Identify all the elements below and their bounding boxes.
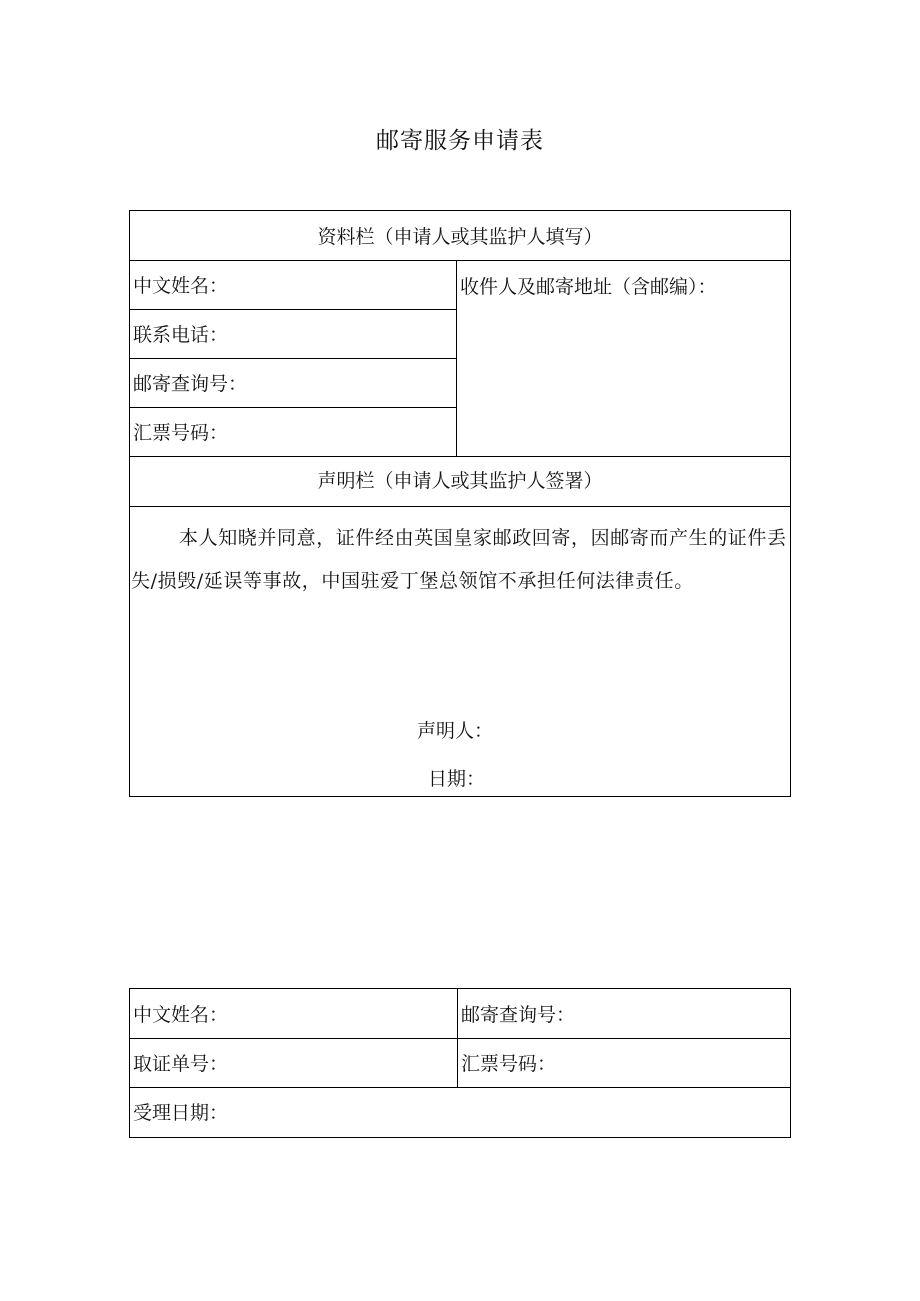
info-section-header: 资料栏（申请人或其监护人填写） xyxy=(317,226,603,248)
receipt-tracking-number-field[interactable]: 邮寄查询号： xyxy=(461,1004,576,1026)
divider xyxy=(456,260,457,457)
receipt-money-order-field[interactable]: 汇票号码： xyxy=(461,1053,557,1075)
divider xyxy=(129,260,791,261)
divider xyxy=(129,506,791,507)
divider xyxy=(129,456,791,457)
divider xyxy=(129,1038,791,1039)
divider xyxy=(129,1087,791,1088)
divider xyxy=(129,309,457,310)
recipient-address-field[interactable]: 收件人及邮寄地址（含邮编）： xyxy=(460,276,717,298)
divider xyxy=(129,407,457,408)
declaration-text: 本人知晓并同意，证件经由英国皇家邮政回寄，因邮寄而产生的证件丢失/损毁/延误等事故，中国驻爱丁堡总领馆不承担任何法律责任。 xyxy=(131,527,787,592)
page-title: 邮寄服务申请表 xyxy=(376,128,544,154)
receipt-accept-date-field[interactable]: 受理日期： xyxy=(133,1102,229,1124)
declarant-signature-field[interactable]: 声明人： xyxy=(417,720,494,742)
money-order-field[interactable]: 汇票号码： xyxy=(133,422,229,444)
phone-field[interactable]: 联系电话： xyxy=(133,324,229,346)
divider xyxy=(129,358,457,359)
declaration-date-field[interactable]: 日期： xyxy=(428,768,486,790)
receipt-stub xyxy=(129,988,791,1138)
receipt-chinese-name-field[interactable]: 中文姓名： xyxy=(133,1004,229,1026)
tracking-number-field[interactable]: 邮寄查询号： xyxy=(133,373,248,395)
divider xyxy=(457,988,458,1088)
declaration-section-header: 声明栏（申请人或其监护人签署） xyxy=(317,470,603,492)
chinese-name-field[interactable]: 中文姓名： xyxy=(133,275,229,297)
receipt-pickup-number-field[interactable]: 取证单号： xyxy=(133,1053,229,1075)
